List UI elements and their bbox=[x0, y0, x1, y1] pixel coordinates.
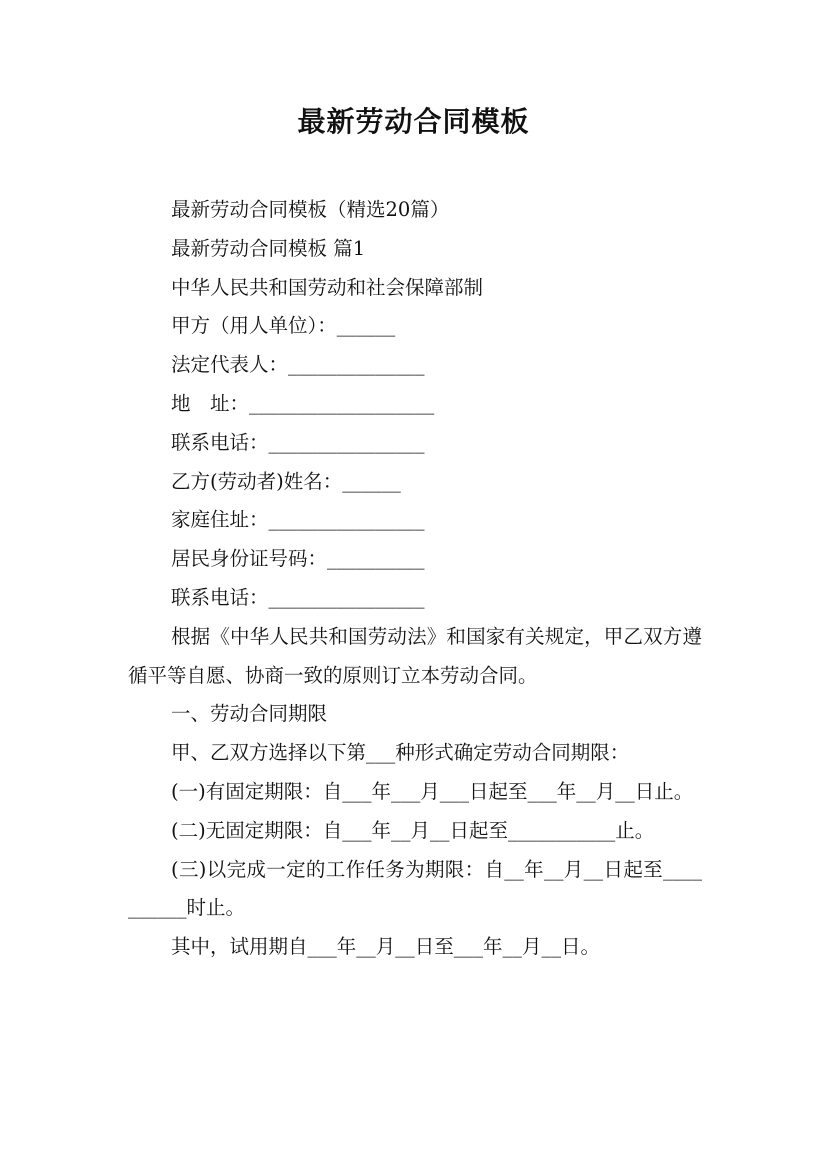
paragraph-preamble: 根据《中华人民共和国劳动法》和国家有关规定，甲乙双方遵循平等自愿、协商一致的原则订立本劳动合同。 bbox=[128, 624, 702, 687]
paragraph-subtitle: 最新劳动合同模板（精选20篇） bbox=[171, 198, 450, 221]
field-phone-a: 联系电话：________________ bbox=[171, 430, 425, 454]
paragraph-clause-heading: 一、劳动合同期限 bbox=[171, 702, 328, 726]
paragraph-fixed-term: (一)有固定期限：自___年___月___日起至___年__月__日止。 bbox=[171, 779, 694, 803]
field-home-address: 家庭住址：________________ bbox=[171, 508, 425, 532]
field-address: 地 址：___________________ bbox=[171, 391, 435, 415]
document-body bbox=[128, 191, 702, 967]
paragraph-section-heading: 最新劳动合同模板 篇1 bbox=[171, 236, 366, 260]
paragraph-probation: 其中，试用期自___年__月__日至___年__月__日。 bbox=[171, 935, 601, 959]
paragraph-task-term: (三)以完成一定的工作任务为期限：自__年__月__日起至__________时止。 bbox=[128, 857, 702, 920]
field-party-a: 甲方（用人单位）：______ bbox=[171, 314, 396, 338]
field-legal-representative: 法定代表人：______________ bbox=[171, 353, 425, 377]
document-title: 最新劳动合同模板 bbox=[297, 105, 530, 138]
field-id-number: 居民身份证号码：__________ bbox=[171, 547, 425, 571]
field-phone-b: 联系电话：________________ bbox=[171, 585, 425, 609]
paragraph-term-choice: 甲、乙双方选择以下第___种形式确定劳动合同期限： bbox=[171, 741, 630, 765]
paragraph-open-term: (二)无固定期限：自___年__月__日起至___________止。 bbox=[171, 818, 655, 842]
paragraph-issuer: 中华人民共和国劳动和社会保障部制 bbox=[171, 275, 484, 299]
field-party-b-name: 乙方(劳动者)姓名：______ bbox=[171, 469, 401, 493]
